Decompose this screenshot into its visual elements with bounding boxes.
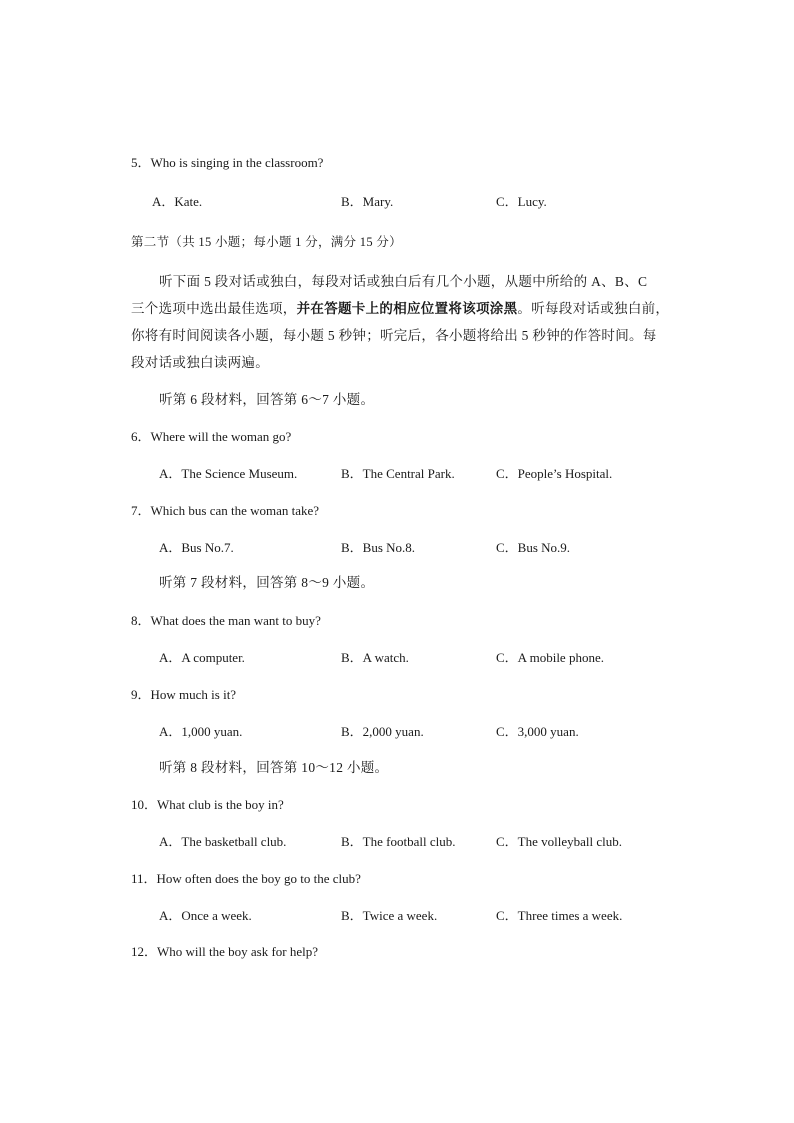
- q9-option-a: A．1,000 yuan.: [159, 724, 243, 739]
- q5-option-c: C．Lucy.: [496, 194, 547, 209]
- q8-option-a: A．A computer.: [159, 650, 245, 665]
- q10-option-c: C．The volleyball club.: [496, 834, 623, 849]
- q11-option-b: B．Twice a week.: [341, 908, 438, 923]
- instructions-line-2-end: 。听每段对话或独白前，: [517, 301, 670, 316]
- q7-option-a: A．Bus No.7.: [159, 540, 234, 555]
- q8-option-b: B．A watch.: [341, 650, 409, 665]
- q8-option-c: C．A mobile phone.: [496, 650, 604, 665]
- instructions-line-4: 段对话或独白读两遍。: [131, 355, 269, 370]
- question-12: 12．Who will the boy ask for help?: [131, 944, 319, 959]
- question-5: 5．Who is singing in the classroom?: [131, 155, 324, 170]
- q10-option-a: A．The basketball club.: [159, 834, 287, 849]
- question-8: 8．What does the man want to buy?: [131, 613, 321, 628]
- instructions-emphasis: 并在答题卡上的相应位置将该项涂黑: [296, 301, 518, 316]
- question-6: 6．Where will the woman go?: [131, 429, 292, 444]
- question-9: 9．How much is it?: [131, 687, 237, 702]
- q9-option-b: B．2,000 yuan.: [341, 724, 424, 739]
- material-8-note: 听第 8 段材料，回答第 10～12 小题。: [159, 760, 389, 775]
- instructions-line-1: 听下面 5 段对话或独白，每段对话或独白后有几个小题，从题中所给的 A、B、C: [159, 274, 648, 289]
- q11-option-c: C．Three times a week.: [496, 908, 623, 923]
- q6-option-b: B．The Central Park.: [341, 466, 455, 481]
- q5-option-a: A．Kate.: [152, 194, 203, 209]
- material-7-note: 听第 7 段材料，回答第 8～9 小题。: [159, 575, 375, 590]
- q10-option-b: B．The football club.: [341, 834, 456, 849]
- q7-option-b: B．Bus No.8.: [341, 540, 416, 555]
- q6-option-a: A．The Science Museum.: [159, 466, 298, 481]
- q5-option-b: B．Mary.: [341, 194, 394, 209]
- question-7: 7．Which bus can the woman take?: [131, 503, 320, 518]
- instructions-line-2-start: 三个选项中选出最佳选项，: [131, 301, 297, 316]
- question-11: 11．How often does the boy go to the club?: [131, 871, 361, 886]
- instructions-line-2: [131, 300, 669, 318]
- q6-option-c: C．People’s Hospital.: [496, 466, 613, 481]
- instructions-line-3: 你将有时间阅读各小题，每小题 5 秒钟；听完后，各小题将给出 5 秒钟的作答时间。每: [131, 328, 657, 343]
- q9-option-c: C．3,000 yuan.: [496, 724, 579, 739]
- material-6-note: 听第 6 段材料，回答第 6～7 小题。: [159, 392, 375, 407]
- q11-option-a: A．Once a week.: [159, 908, 252, 923]
- section-2-heading: 第二节（共 15 小题；每小题 1 分，满分 15 分）: [131, 235, 402, 249]
- question-10: 10．What club is the boy in?: [131, 797, 284, 812]
- q7-option-c: C．Bus No.9.: [496, 540, 571, 555]
